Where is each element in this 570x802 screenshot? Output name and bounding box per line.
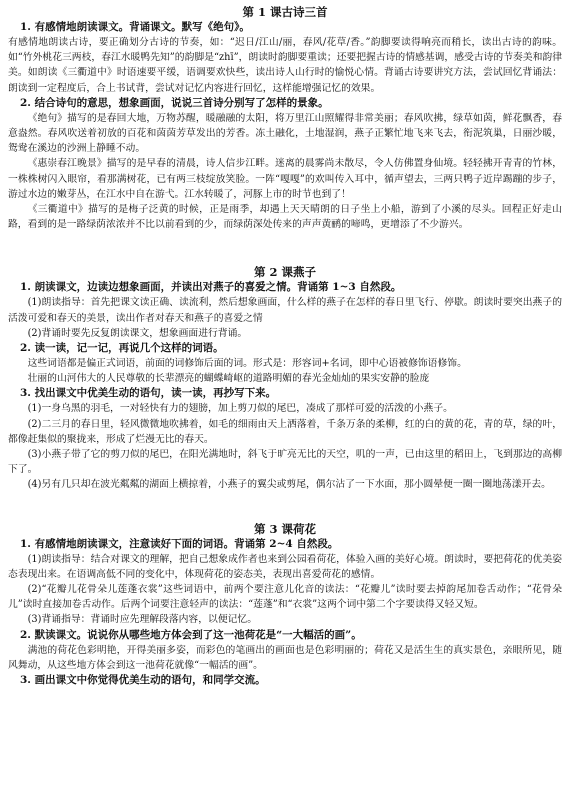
document-page	[8, 4, 562, 688]
lesson-1-question-2: 2. 结合诗句的意思，想象画面，说说三首诗分别写了怎样的景象。	[20, 96, 329, 109]
lesson-2-question-3: 3. 找出课文中优美生动的语句，读一读，再抄写下来。	[20, 387, 277, 400]
lesson-3-question-2: 2. 默读课文。说说你从哪些地方体会到了这一池荷花是“一大幅活的画”。	[20, 628, 362, 641]
lesson-2-question-1: 1. 朗读课文，边读边想象画面，并读出对燕子的喜爱之情。背诵第 1~3 自然段。	[20, 281, 402, 294]
section-gap	[8, 493, 562, 521]
lesson-2-answer-2b: 壮丽的山河伟大的人民尊敬的长辈漂亮的蝴蝶崎岖的道路明媚的春光金灿灿的果实安静的脸庞	[27, 373, 430, 385]
lesson-3-answer-1c: (3)背诵指导：背诵时应先理解段落内容，以便记忆。	[27, 614, 258, 626]
lesson-1-answer-2a: 《绝句》描写的是春回大地，万物苏醒，暖融融的太阳，将万里江山照耀得非常美丽；春风吹拂，绿草如茵，鲜花飘香，春意盎然。春风吹送着初放的百花和茵茵芳草发出的芳香。冻土融化，土地湿润，燕子正繁忙地飞来飞去，衔泥筑巢，日丽沙暖，鸳鸯在溪边的沙洲上静睡不动。	[8, 112, 562, 155]
lesson-2-answer-3a: (1)一身乌黑的羽毛，一对轻快有力的翅膀，加上剪刀似的尾巴，凑成了那样可爱的活泼的小燕子。	[27, 403, 453, 415]
lesson-2-answer-2a: 这些词语都是偏正式词语，前面的词修饰后面的词。形式是：形容词+名词，即中心语被修饰语修饰。	[27, 358, 467, 370]
section-gap	[8, 232, 562, 264]
lesson-3-answer-2: 满池的荷花色彩明艳，开得美丽多姿，而彩色的笔画出的画面也是色彩明丽的；荷花又是活生生的真实景色，亲眼所见，随风舞动，从这些地方体会到这一池荷花就像“一幅活的画”。	[8, 644, 562, 671]
lesson-1-title: 第 1 课古诗三首	[242, 5, 328, 19]
lesson-2-title: 第 2 课燕子	[253, 265, 316, 280]
lesson-2-answer-1b: (2)背诵时要先反复朗读课文，想象画面进行背诵。	[27, 327, 248, 339]
lesson-1-answer-1: 有感情地朗读古诗，要正确划分古诗的节奏，如：“迟日/江山/丽，春风/花草/香。”韵脚要读得响亮而稍长，读出古诗的韵味。如“竹外桃花三两枝，春江水暖鸭先知”的韵脚是“zhī”，朗读时韵脚要重读；还要把握古诗的情感基调，感受古诗的节奏美和韵律美。如朗读《三衢道中》时语速要平缓，语调要欢快些，读出诗人山行时的愉悦心情。背诵古诗要讲究方法，尝试回忆背诵法：朗读到一定程度后，合上书试背，尝试对记忆内容进行回忆，这样能增强记忆的效果。	[8, 37, 562, 94]
lesson-1-question-1: 1. 有感情地朗读课文。背诵课文。默写《绝句》。	[20, 21, 250, 33]
lesson-2-answer-3b: (2)二三月的春日里，轻风微微地吹拂着，如毛的细雨由天上洒落着，千条万条的柔柳，红的白的黄的花，青的草，绿的叶，都像赶集似的聚拢来，形成了烂漫无比的春天。	[8, 418, 562, 445]
lesson-3-question-1: 1. 有感情地朗读课文，注意读好下面的词语。背诵第 2~4 自然段。	[20, 537, 339, 550]
lesson-2-answer-3d: (4)另有几只却在波光粼粼的湖面上横掠着，小燕子的翼尖或剪尾，偶尔沾了一下水面，那小圆晕便一圈一圈地荡漾开去。	[27, 479, 551, 491]
lesson-1-answer-2b: 《惠崇春江晚景》描写的是早春的清晨，诗人信步江畔。迷离的晨雾尚未散尽，令人仿佛置身仙境。轻轻拂开青青的竹林，一株株树闪入眼帘，看那满树花，已有两三枝绽放笑脸。一阵“嘎嘎”的欢叫传入耳中，循声望去，三两只鸭子近岸踢蹦的步子，游过水边的嫩芽丛，在江水中自在游弋。江水转暖了，河豚上市的时节也到了！	[8, 158, 562, 200]
lesson-3-answer-1a: (1)朗读指导：结合对课文的理解，把自己想象成作者也来到公园看荷花，体验入画的美好心境。朗读时，要把荷花的优美姿态表现出来。在语调高低不同的变化中，体现荷花的姿态美，表现出喜爱荷花的感情。	[8, 553, 562, 580]
lesson-2-answer-1a: (1)朗读指导：首先把课文读正确、读流利，然后想象画面，什么样的燕子在怎样的春日里飞行、停歇。朗读时要突出燕子的活泼可爱和春天的美景，读出作者对春天和燕子的喜爱之情	[8, 297, 562, 324]
lesson-2-question-2: 2. 读一读，记一记，再说几个这样的词语。	[20, 342, 224, 355]
lesson-3-title: 第 3 课荷花	[253, 521, 316, 536]
lesson-1-answer-2c: 《三衢道中》描写的是梅子泛黄的时候，正是雨季，却遇上天天晴朗的日子坐上小船，游到了小溪的尽头。回程正好走山路，看到的是一路绿荫浓浓并不比以前看到的少，而绿荫深处传来的声声黄鹂的啼鸣，更增添了不少游兴。	[8, 204, 562, 231]
lesson-3-question-3: 3. 画出课文中你觉得优美生动的语句，和同学交流。	[20, 674, 266, 687]
lesson-2-answer-3c: (3)小燕子带了它的剪刀似的尾巴，在阳光满地时，斜飞于旷亮无比的天空，叽的一声，已由这里的稻田上，飞到那边的高柳下了。	[8, 449, 562, 476]
lesson-3-answer-1b: (2)“花瓣儿花骨朵儿莲蓬衣裳”这些词语中，前两个要注意儿化音的读法：“花瓣儿”读时要去掉韵尾加卷舌动作；“花骨朵儿”读时直接加卷舌动作。后两个词要注意轻声的读法：“莲蓬”和“衣裳”这两个词中第二个字要读得又轻又短。	[8, 584, 562, 611]
